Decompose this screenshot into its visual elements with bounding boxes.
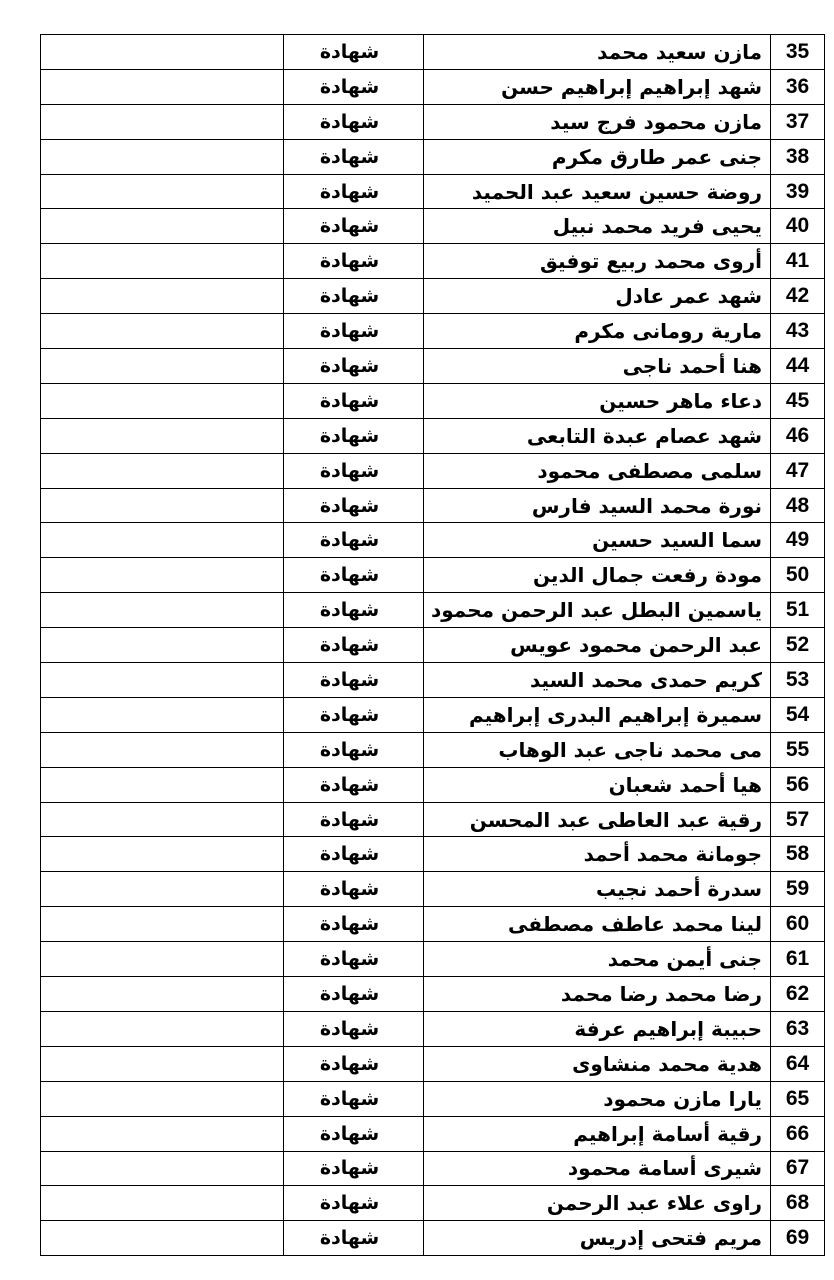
empty-cell <box>41 1151 284 1186</box>
document-type-cell <box>284 697 424 732</box>
empty-cell <box>41 767 284 802</box>
row-number-cell: 46 <box>771 418 825 453</box>
document-type-label: شهادة <box>319 389 380 412</box>
row-number-cell: 55 <box>771 732 825 767</box>
row-number-cell: 47 <box>771 453 825 488</box>
document-type-cell <box>284 767 424 802</box>
document-type-cell <box>284 418 424 453</box>
student-name-cell: ياسمين البطل عبد الرحمن محمود <box>424 593 771 628</box>
row-number-cell: 45 <box>771 383 825 418</box>
table-row <box>41 314 825 349</box>
row-number-cell: 60 <box>771 907 825 942</box>
document-type-cell <box>284 35 424 70</box>
student-name-cell: روضة حسين سعيد عبد الحميد <box>424 174 771 209</box>
student-name-cell: يارا مازن محمود <box>424 1081 771 1116</box>
document-type-cell <box>284 802 424 837</box>
student-name-cell: مى محمد ناجى عبد الوهاب <box>424 732 771 767</box>
empty-cell <box>41 942 284 977</box>
row-number-cell: 36 <box>771 69 825 104</box>
table-row <box>41 558 825 593</box>
student-name-cell: سميرة إبراهيم البدرى إبراهيم <box>424 697 771 732</box>
table-row <box>41 837 825 872</box>
row-number-cell: 68 <box>771 1186 825 1221</box>
document-type-cell <box>284 488 424 523</box>
table-row <box>41 139 825 174</box>
empty-cell <box>41 977 284 1012</box>
document-type-cell <box>284 1081 424 1116</box>
table-row <box>41 1046 825 1081</box>
row-number-cell: 67 <box>771 1151 825 1186</box>
document-type-label: شهادة <box>319 459 380 482</box>
document-type-cell <box>284 69 424 104</box>
empty-cell <box>41 523 284 558</box>
document-type-label: شهادة <box>319 145 380 168</box>
row-number-cell: 57 <box>771 802 825 837</box>
document-type-cell <box>284 244 424 279</box>
document-type-cell <box>284 314 424 349</box>
document-type-cell <box>284 279 424 314</box>
empty-cell <box>41 453 284 488</box>
document-type-label: شهادة <box>319 808 380 831</box>
table-row <box>41 69 825 104</box>
document-type-cell <box>284 907 424 942</box>
student-name-cell: مودة رفعت جمال الدين <box>424 558 771 593</box>
student-name-cell: جنى أيمن محمد <box>424 942 771 977</box>
table-row <box>41 1081 825 1116</box>
table-row <box>41 418 825 453</box>
row-number-cell: 52 <box>771 628 825 663</box>
document-type-label: شهادة <box>319 250 380 273</box>
student-name-cell: سدرة أحمد نجيب <box>424 872 771 907</box>
document-type-label: شهادة <box>319 913 380 936</box>
empty-cell <box>41 907 284 942</box>
student-name-cell: رقية أسامة إبراهيم <box>424 1116 771 1151</box>
table-row <box>41 279 825 314</box>
document-type-cell <box>284 837 424 872</box>
document-type-cell <box>284 558 424 593</box>
student-name-cell: سلمى مصطفى محمود <box>424 453 771 488</box>
student-name-cell: نورة محمد السيد فارس <box>424 488 771 523</box>
document-type-label: شهادة <box>319 40 380 63</box>
empty-cell <box>41 349 284 384</box>
table-row <box>41 942 825 977</box>
empty-cell <box>41 628 284 663</box>
table-row <box>41 802 825 837</box>
document-type-cell <box>284 174 424 209</box>
document-type-label: شهادة <box>319 424 380 447</box>
document-type-cell <box>284 872 424 907</box>
table-row <box>41 1221 825 1256</box>
document-type-cell <box>284 349 424 384</box>
student-name-cell: رقية عبد العاطى عبد المحسن <box>424 802 771 837</box>
table-row <box>41 628 825 663</box>
document-type-label: شهادة <box>319 320 380 343</box>
table-body <box>41 35 825 1256</box>
document-type-label: شهادة <box>319 1157 380 1180</box>
empty-cell <box>41 104 284 139</box>
table-row <box>41 349 825 384</box>
document-type-cell <box>284 1221 424 1256</box>
row-number-cell: 39 <box>771 174 825 209</box>
table-row <box>41 593 825 628</box>
row-number-cell: 66 <box>771 1116 825 1151</box>
row-number-cell: 35 <box>771 35 825 70</box>
document-type-label: شهادة <box>319 1192 380 1215</box>
table-row <box>41 1011 825 1046</box>
empty-cell <box>41 1221 284 1256</box>
table-row <box>41 1151 825 1186</box>
document-type-cell <box>284 593 424 628</box>
document-type-label: شهادة <box>319 1087 380 1110</box>
empty-cell <box>41 593 284 628</box>
student-name-cell: شهد عمر عادل <box>424 279 771 314</box>
row-number-cell: 65 <box>771 1081 825 1116</box>
empty-cell <box>41 488 284 523</box>
table-row <box>41 872 825 907</box>
empty-cell <box>41 418 284 453</box>
row-number-cell: 56 <box>771 767 825 802</box>
empty-cell <box>41 279 284 314</box>
student-name-cell: دعاء ماهر حسين <box>424 383 771 418</box>
table-row <box>41 35 825 70</box>
table-row <box>41 383 825 418</box>
certificate-list-table <box>40 34 825 1256</box>
row-number-cell: 54 <box>771 697 825 732</box>
document-type-cell <box>284 628 424 663</box>
empty-cell <box>41 1081 284 1116</box>
empty-cell <box>41 1046 284 1081</box>
empty-cell <box>41 663 284 698</box>
student-name-cell: جومانة محمد أحمد <box>424 837 771 872</box>
row-number-cell: 41 <box>771 244 825 279</box>
document-type-cell <box>284 1116 424 1151</box>
row-number-cell: 42 <box>771 279 825 314</box>
empty-cell <box>41 1116 284 1151</box>
student-name-cell: عبد الرحمن محمود عويس <box>424 628 771 663</box>
table-row <box>41 907 825 942</box>
row-number-cell: 51 <box>771 593 825 628</box>
document-type-cell <box>284 977 424 1012</box>
student-name-cell: لينا محمد عاطف مصطفى <box>424 907 771 942</box>
document-type-label: شهادة <box>319 354 380 377</box>
empty-cell <box>41 837 284 872</box>
document-type-label: شهادة <box>319 982 380 1005</box>
document-type-label: شهادة <box>319 843 380 866</box>
row-number-cell: 49 <box>771 523 825 558</box>
document-type-cell <box>284 663 424 698</box>
row-number-cell: 50 <box>771 558 825 593</box>
document-type-label: شهادة <box>319 285 380 308</box>
document-type-label: شهادة <box>319 180 380 203</box>
row-number-cell: 40 <box>771 209 825 244</box>
table-row <box>41 732 825 767</box>
empty-cell <box>41 802 284 837</box>
row-number-cell: 63 <box>771 1011 825 1046</box>
empty-cell <box>41 1011 284 1046</box>
table-row <box>41 767 825 802</box>
document-type-label: شهادة <box>319 948 380 971</box>
empty-cell <box>41 558 284 593</box>
row-number-cell: 61 <box>771 942 825 977</box>
document-type-label: شهادة <box>319 1227 380 1250</box>
table-row <box>41 977 825 1012</box>
table-row <box>41 1186 825 1221</box>
document-type-cell <box>284 732 424 767</box>
document-type-label: شهادة <box>319 1122 380 1145</box>
document-type-cell <box>284 139 424 174</box>
table-row <box>41 697 825 732</box>
document-type-label: شهادة <box>319 738 380 761</box>
row-number-cell: 69 <box>771 1221 825 1256</box>
empty-cell <box>41 209 284 244</box>
student-name-cell: شيرى أسامة محمود <box>424 1151 771 1186</box>
empty-cell <box>41 69 284 104</box>
document-type-label: شهادة <box>319 564 380 587</box>
student-name-cell: شهد إبراهيم إبراهيم حسن <box>424 69 771 104</box>
row-number-cell: 38 <box>771 139 825 174</box>
student-name-cell: مريم فتحى إدريس <box>424 1221 771 1256</box>
row-number-cell: 59 <box>771 872 825 907</box>
student-name-cell: سما السيد حسين <box>424 523 771 558</box>
document-type-label: شهادة <box>319 215 380 238</box>
document-type-cell <box>284 1151 424 1186</box>
student-name-cell: كريم حمدى محمد السيد <box>424 663 771 698</box>
student-name-cell: مارية رومانى مكرم <box>424 314 771 349</box>
empty-cell <box>41 1186 284 1221</box>
document-type-label: شهادة <box>319 75 380 98</box>
student-name-cell: شهد عصام عبدة التابعى <box>424 418 771 453</box>
table-row <box>41 453 825 488</box>
document-type-label: شهادة <box>319 1017 380 1040</box>
row-number-cell: 58 <box>771 837 825 872</box>
document-type-cell <box>284 453 424 488</box>
empty-cell <box>41 35 284 70</box>
student-name-cell: مازن محمود فرج سيد <box>424 104 771 139</box>
table-row <box>41 663 825 698</box>
empty-cell <box>41 174 284 209</box>
student-name-cell: حبيبة إبراهيم عرفة <box>424 1011 771 1046</box>
document-type-label: شهادة <box>319 494 380 517</box>
student-name-cell: جنى عمر طارق مكرم <box>424 139 771 174</box>
document-type-cell <box>284 1011 424 1046</box>
document-type-cell <box>284 1046 424 1081</box>
student-name-cell: هنا أحمد ناجى <box>424 349 771 384</box>
table-row <box>41 244 825 279</box>
document-type-cell <box>284 523 424 558</box>
empty-cell <box>41 732 284 767</box>
student-name-cell: هيا أحمد شعبان <box>424 767 771 802</box>
student-name-cell: راوى علاء عبد الرحمن <box>424 1186 771 1221</box>
table-row <box>41 209 825 244</box>
row-number-cell: 48 <box>771 488 825 523</box>
row-number-cell: 44 <box>771 349 825 384</box>
empty-cell <box>41 383 284 418</box>
student-name-cell: مازن سعيد محمد <box>424 35 771 70</box>
empty-cell <box>41 872 284 907</box>
document-type-label: شهادة <box>319 529 380 552</box>
document-type-label: شهادة <box>319 599 380 622</box>
document-type-label: شهادة <box>319 773 380 796</box>
student-name-cell: أروى محمد ربيع توفيق <box>424 244 771 279</box>
document-type-label: شهادة <box>319 703 380 726</box>
student-name-cell: هدية محمد منشاوى <box>424 1046 771 1081</box>
row-number-cell: 37 <box>771 104 825 139</box>
document-type-label: شهادة <box>319 634 380 657</box>
row-number-cell: 43 <box>771 314 825 349</box>
document-type-cell <box>284 942 424 977</box>
student-name-cell: يحيى فريد محمد نبيل <box>424 209 771 244</box>
row-number-cell: 53 <box>771 663 825 698</box>
table-row <box>41 174 825 209</box>
table-row <box>41 488 825 523</box>
document-type-cell <box>284 209 424 244</box>
document-type-cell <box>284 1186 424 1221</box>
empty-cell <box>41 314 284 349</box>
empty-cell <box>41 139 284 174</box>
document-type-cell <box>284 104 424 139</box>
document-type-label: شهادة <box>319 668 380 691</box>
empty-cell <box>41 244 284 279</box>
empty-cell <box>41 697 284 732</box>
table-row <box>41 104 825 139</box>
document-type-label: شهادة <box>319 1052 380 1075</box>
table-row <box>41 523 825 558</box>
student-name-cell: رضا محمد رضا محمد <box>424 977 771 1012</box>
row-number-cell: 62 <box>771 977 825 1012</box>
document-type-cell <box>284 383 424 418</box>
document-type-label: شهادة <box>319 110 380 133</box>
table-row <box>41 1116 825 1151</box>
document-type-label: شهادة <box>319 878 380 901</box>
row-number-cell: 64 <box>771 1046 825 1081</box>
